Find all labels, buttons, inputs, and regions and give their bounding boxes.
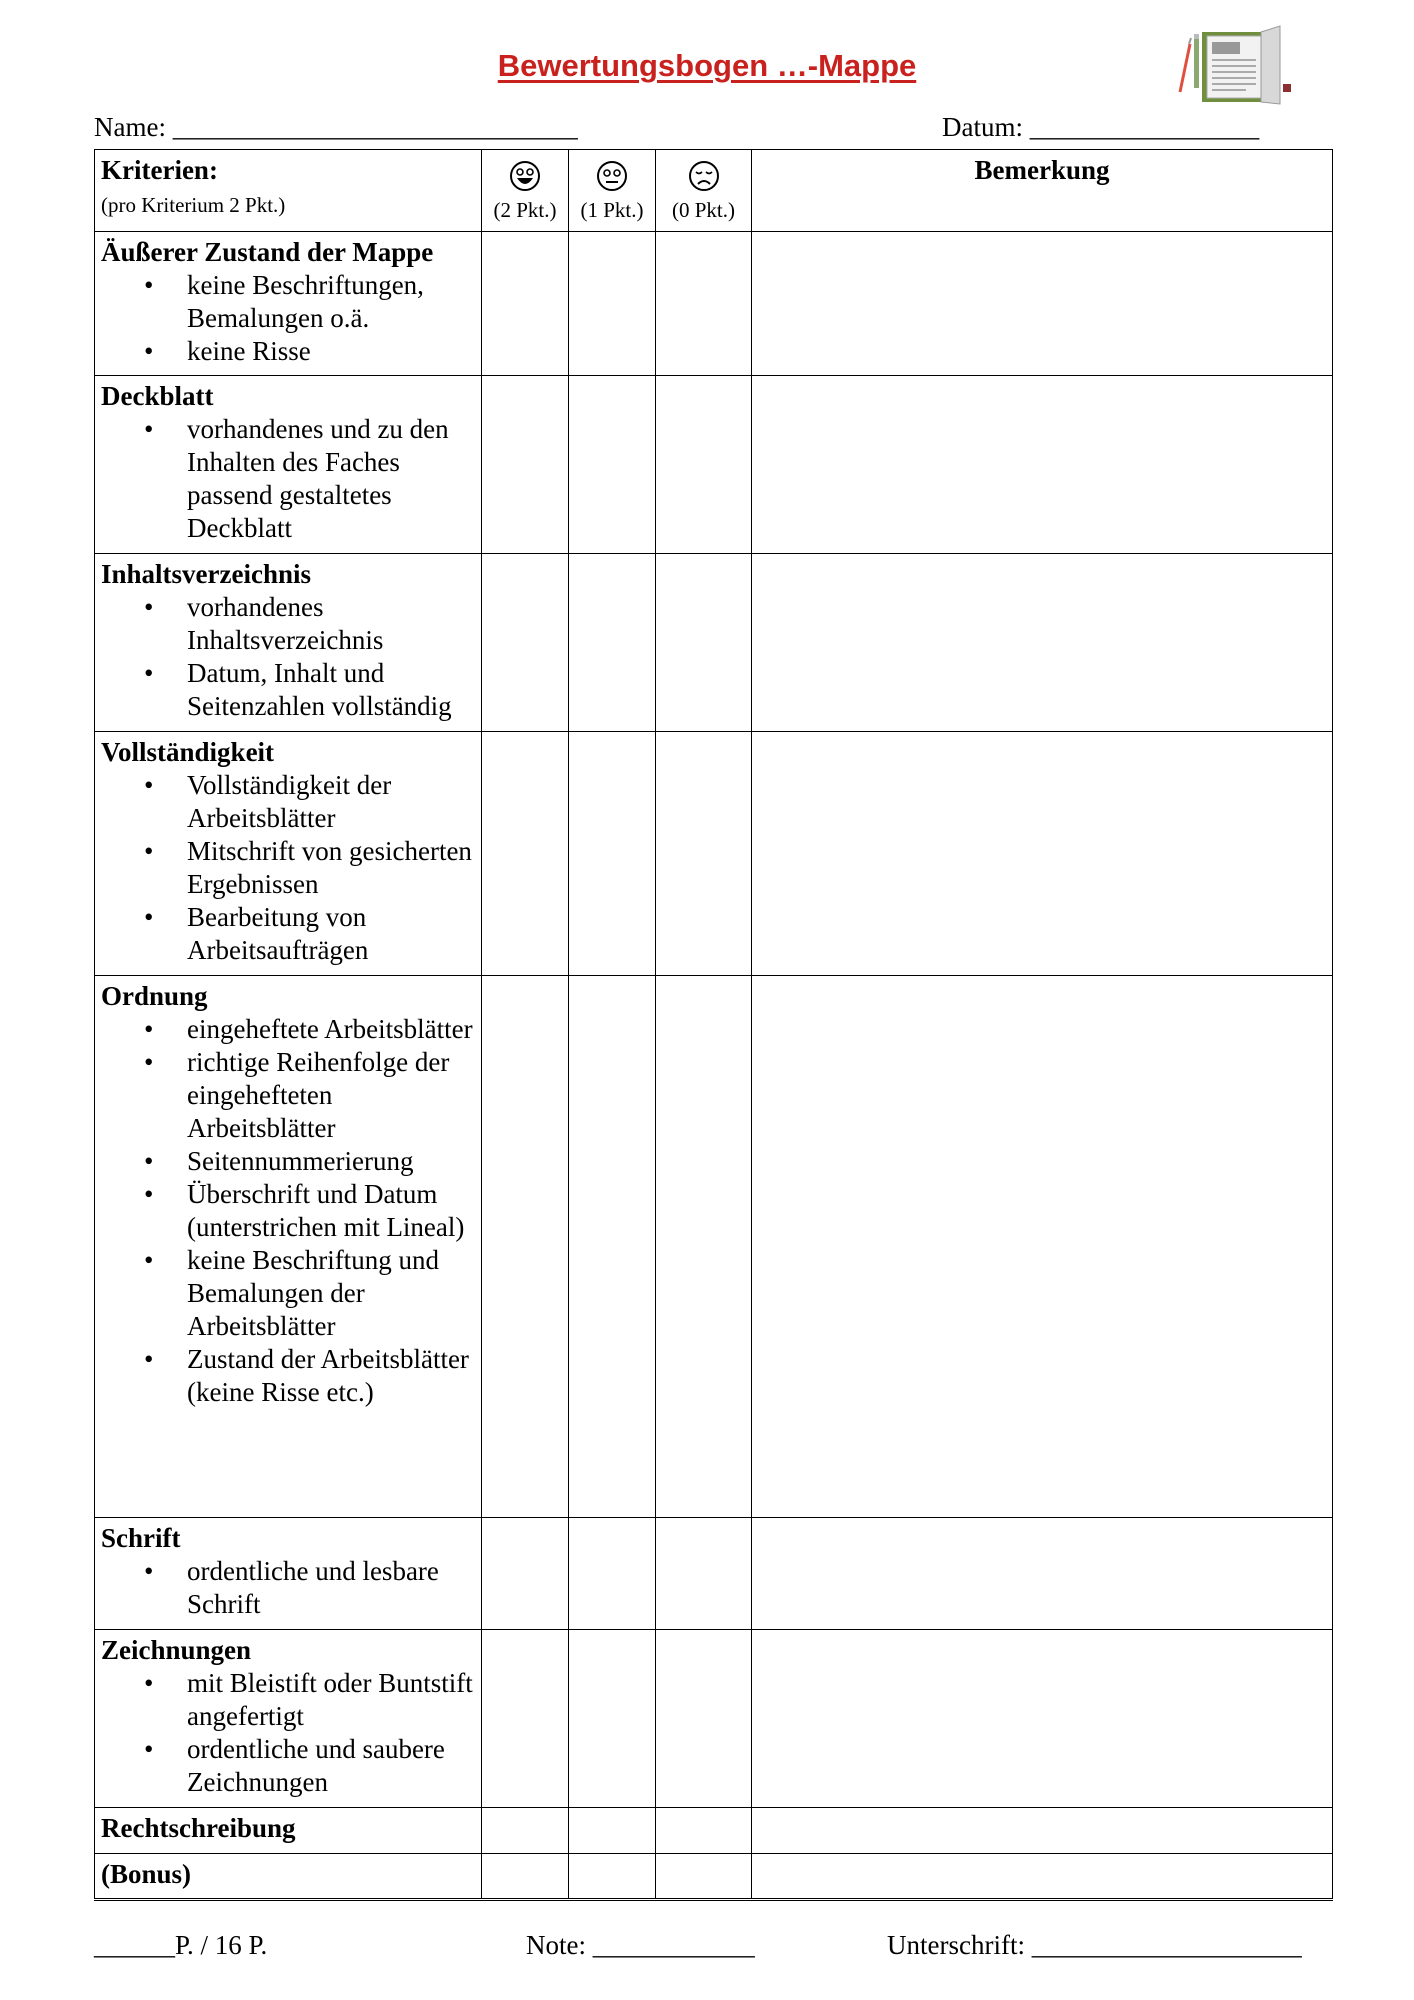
score-cell-1[interactable]: [569, 1808, 656, 1854]
points-header-0: [656, 150, 752, 232]
criterion-row: [95, 1854, 1333, 1900]
criterion-cell: [95, 976, 482, 1518]
remark-cell[interactable]: [752, 976, 1333, 1518]
grade-field[interactable]: Note: ____________: [526, 1930, 755, 1960]
criterion-item: • vorhandenes und zu den Inhalten des Faches passend gestaltetes Deckblatt: [187, 413, 475, 545]
criterion-item: • eingeheftete Arbeitsblätter: [187, 1013, 475, 1046]
folder-logo-icon: [1170, 22, 1320, 106]
criterion-item: • mit Bleistift oder Buntstift angefertigt: [187, 1667, 475, 1733]
criterion-row: [95, 1630, 1333, 1808]
score-cell-0[interactable]: [656, 1518, 752, 1630]
criterion-title: Vollständigkeit: [101, 737, 275, 767]
criterion-title: Zeichnungen: [101, 1635, 252, 1665]
evaluation-table: [94, 149, 1333, 1901]
points-label-1: (1 Pkt.): [580, 198, 644, 222]
score-cell-1[interactable]: [569, 976, 656, 1518]
score-cell-0[interactable]: [656, 1630, 752, 1808]
score-cell-2[interactable]: [482, 976, 569, 1518]
criterion-cell: [95, 1630, 482, 1808]
neutral-face-icon: [596, 160, 628, 192]
table-header-row: [95, 150, 1333, 232]
criterion-title: Inhaltsverzeichnis: [101, 559, 312, 589]
score-cell-1[interactable]: [569, 732, 656, 976]
remark-cell[interactable]: [752, 1518, 1333, 1630]
signature-field[interactable]: Unterschrift: ____________________: [887, 1930, 1302, 1960]
laughing-face-icon: [509, 160, 541, 192]
criterion-cell: [95, 1854, 482, 1900]
remark-cell[interactable]: [752, 1854, 1333, 1900]
criterion-row: [95, 1808, 1333, 1854]
criterion-cell: [95, 376, 482, 554]
remark-cell[interactable]: [752, 376, 1333, 554]
remark-cell[interactable]: [752, 554, 1333, 732]
criterion-item: • keine Risse: [187, 335, 475, 368]
score-cell-1[interactable]: [569, 554, 656, 732]
criterion-row: [95, 976, 1333, 1518]
criterion-item: • Zustand der Arbeitsblätter (keine Risse etc.): [187, 1343, 475, 1409]
criterion-item: • Bearbeitung von Arbeitsaufträgen: [187, 901, 475, 967]
criterion-title: Schrift: [101, 1523, 181, 1553]
name-field[interactable]: Name: ______________________________: [94, 112, 578, 142]
criterion-title: Äußerer Zustand der Mappe: [101, 237, 434, 267]
score-cell-2[interactable]: [482, 376, 569, 554]
criterion-item: • vorhandenes Inhaltsverzeichnis: [187, 591, 475, 657]
criterion-cell: [95, 554, 482, 732]
score-cell-0[interactable]: [656, 554, 752, 732]
criterion-title: Rechtschreibung: [101, 1813, 296, 1843]
points-header-2: [482, 150, 569, 232]
remark-cell[interactable]: [752, 1808, 1333, 1854]
score-cell-2[interactable]: [482, 232, 569, 376]
criterion-item: • Datum, Inhalt und Seitenzahlen vollständig: [187, 657, 475, 723]
criteria-heading: Kriterien:: [101, 155, 218, 185]
remark-cell[interactable]: [752, 1630, 1333, 1808]
remark-header: Bemerkung: [752, 150, 1333, 232]
criterion-title: Ordnung: [101, 981, 208, 1011]
criterion-item: • keine Beschriftung und Bemalungen der Arbeitsblätter: [187, 1244, 475, 1343]
date-field[interactable]: Datum: _________________: [942, 112, 1260, 142]
sad-face-icon: [688, 160, 720, 192]
score-cell-0[interactable]: [656, 976, 752, 1518]
page-title: Bewertungsbogen …-Mappe: [497, 48, 917, 83]
criterion-cell: [95, 232, 482, 376]
criterion-item: • ordentliche und lesbare Schrift: [187, 1555, 475, 1621]
score-cell-2[interactable]: [482, 554, 569, 732]
score-cell-0[interactable]: [656, 232, 752, 376]
criteria-note: (pro Kriterium 2 Pkt.): [101, 193, 286, 217]
score-cell-1[interactable]: [569, 232, 656, 376]
score-cell-0[interactable]: [656, 732, 752, 976]
criterion-item: • richtige Reihenfolge der eingehefteten Arbeitsblätter: [187, 1046, 475, 1145]
criterion-item: • keine Beschriftungen, Bemalungen o.ä.: [187, 269, 475, 335]
criterion-row: [95, 376, 1333, 554]
score-cell-2[interactable]: [482, 1518, 569, 1630]
criterion-row: [95, 732, 1333, 976]
criterion-cell: [95, 1808, 482, 1854]
criterion-row: [95, 1518, 1333, 1630]
score-cell-2[interactable]: [482, 1854, 569, 1900]
score-cell-0[interactable]: [656, 1808, 752, 1854]
score-cell-2[interactable]: [482, 1808, 569, 1854]
criterion-item: • Überschrift und Datum (unterstrichen mit Lineal): [187, 1178, 475, 1244]
score-cell-1[interactable]: [569, 1630, 656, 1808]
criterion-cell: [95, 1518, 482, 1630]
criterion-item: • Seitennummerierung: [187, 1145, 475, 1178]
criteria-header: [95, 150, 482, 232]
remark-cell[interactable]: [752, 232, 1333, 376]
score-cell-1[interactable]: [569, 1518, 656, 1630]
criterion-row: [95, 554, 1333, 732]
score-cell-1[interactable]: [569, 376, 656, 554]
criterion-row: [95, 232, 1333, 376]
criterion-title: (Bonus): [101, 1859, 192, 1889]
points-header-1: [569, 150, 656, 232]
total-points-field[interactable]: ______P. / 16 P.: [94, 1930, 268, 1960]
remark-cell[interactable]: [752, 732, 1333, 976]
points-label-2: (2 Pkt.): [493, 198, 557, 222]
score-cell-0[interactable]: [656, 376, 752, 554]
score-cell-1[interactable]: [569, 1854, 656, 1900]
criterion-cell: [95, 732, 482, 976]
criterion-item: • Mitschrift von gesicherten Ergebnissen: [187, 835, 475, 901]
score-cell-0[interactable]: [656, 1854, 752, 1900]
points-label-0: (0 Pkt.): [672, 198, 735, 222]
criterion-title: Deckblatt: [101, 381, 214, 411]
criterion-item: • ordentliche und saubere Zeichnungen: [187, 1733, 475, 1799]
criterion-item: • Vollständigkeit der Arbeitsblätter: [187, 769, 475, 835]
score-cell-2[interactable]: [482, 732, 569, 976]
score-cell-2[interactable]: [482, 1630, 569, 1808]
